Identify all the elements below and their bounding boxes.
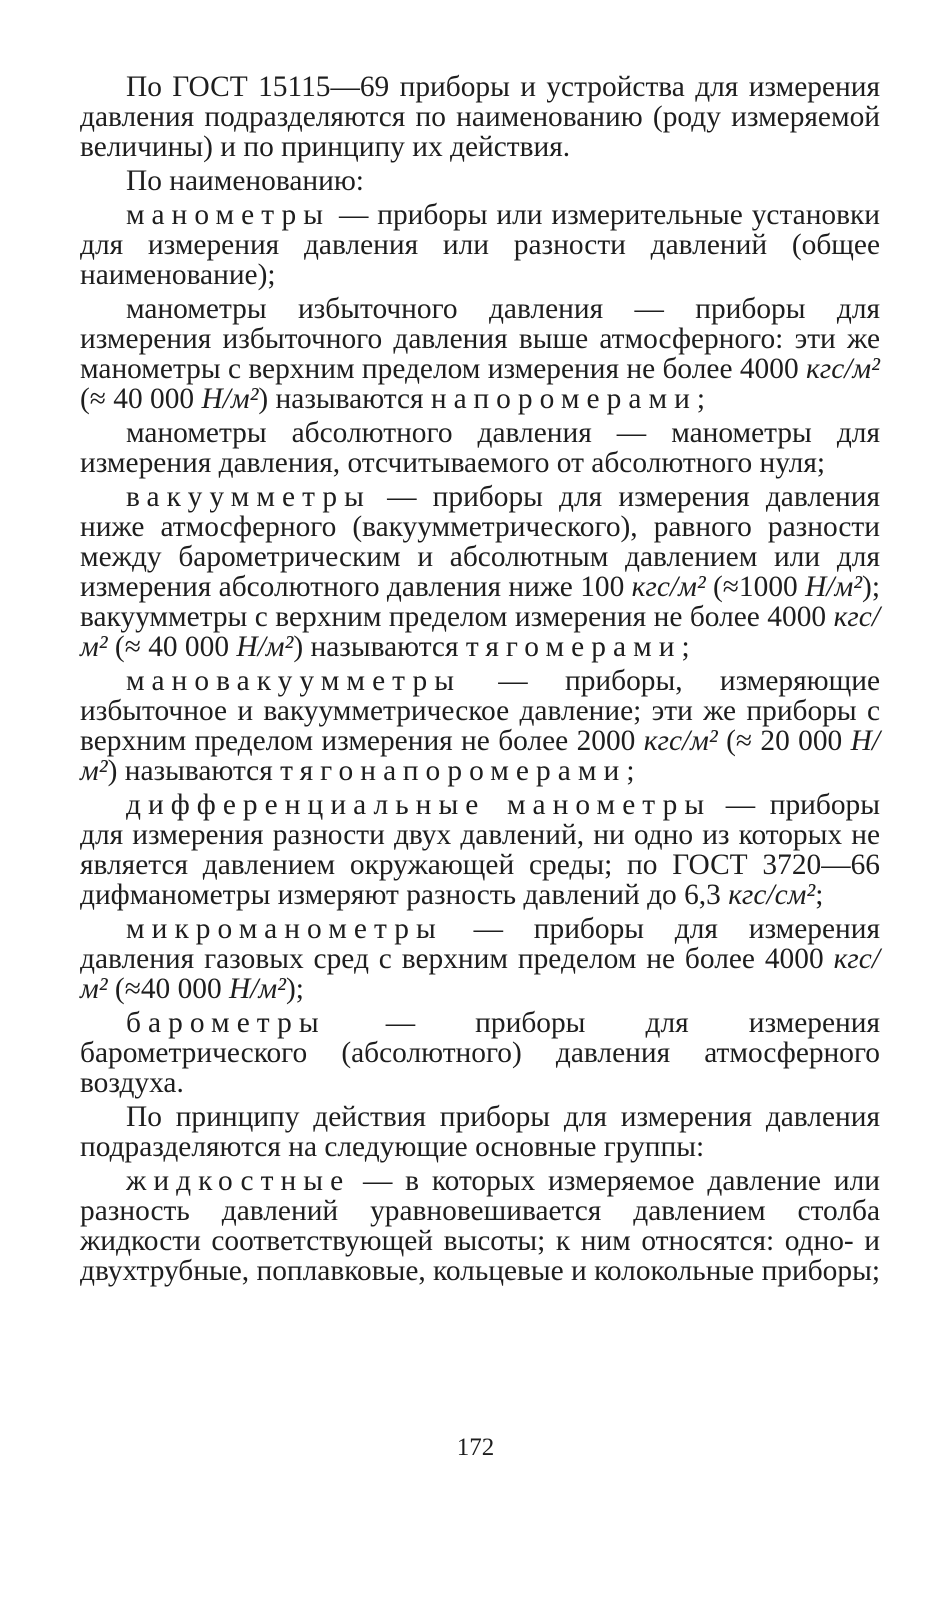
text-run: По ГОСТ 15115—69 приборы и устройства для измерения давления подразделяются по наименованию (роду измеряемой величины) и по принципу их действия. [80, 71, 880, 163]
paragraph-micromanometers [80, 914, 880, 1004]
unit: Н/м² [201, 383, 259, 415]
paragraph-vacuum [80, 482, 880, 662]
text-run: ; [815, 879, 824, 911]
text-run: ; [681, 631, 690, 663]
unit: кгс/м² [643, 725, 718, 757]
text-run: ) называются [293, 631, 466, 663]
term: манометры [126, 199, 331, 231]
unit: Н/м² [236, 631, 294, 663]
unit: Н/м² [805, 571, 863, 603]
paragraph-absolute-pressure [80, 418, 880, 478]
text-run: (≈ 40 000 [107, 631, 237, 663]
text-run: — в которых измеряемое давление или разность давлений уравновешивается давлением столба жидкости соответствующей высоты; к ним относятся: одно- и двухтрубные, поплавковые, кольцевые и колокольные приборы; [80, 1165, 880, 1287]
term: микроманометры [126, 913, 443, 945]
text-run: манометры абсолютного давления — манометры для измерения давления, отсчитываемого от абсолютного нуля; [80, 417, 880, 479]
paragraph-liquid [80, 1166, 880, 1286]
unit: кгс/м² [80, 943, 880, 1005]
body-text [80, 72, 880, 1290]
text-run: По принципу действия приборы для измерения давления подразделяются на следующие основные группы: [80, 1101, 880, 1163]
text-run: — приборы, измеряющие избыточное и вакуумметрическое давление; эти же приборы с верхним пределом измерения не более 2000 [80, 665, 880, 757]
text-run: — приборы для измерения давления газовых сред с верхним пределом не более 4000 [80, 913, 880, 975]
text-run: ; [696, 383, 706, 415]
paragraph-by-name [80, 166, 880, 196]
text-run: (≈1000 [705, 571, 806, 603]
unit: Н/м² [229, 973, 286, 1005]
unit: кгс/м² [80, 601, 880, 663]
term: тягонапоромерами [280, 755, 627, 787]
text-run: ) называются [107, 755, 281, 787]
paragraph-differential [80, 790, 880, 910]
text-run: (≈40 000 [107, 973, 230, 1005]
term: напоромерами [430, 383, 697, 415]
unit: кгс/м² [806, 353, 880, 385]
paragraph-intro [80, 72, 880, 162]
term: барометры [126, 1007, 326, 1039]
term: вакуумметры [126, 481, 371, 513]
paragraph-manovacuum [80, 666, 880, 786]
term: мановакуумметры [126, 665, 461, 697]
paragraph-manometers [80, 200, 880, 290]
term: жидкостные [126, 1165, 351, 1197]
unit: Н/м² [80, 725, 880, 787]
text-run: — приборы или измерительные установки для измерения давления или разности давлений (общее наименование); [80, 199, 880, 291]
paragraph-gauge-pressure [80, 294, 880, 414]
term: тягомерами [465, 631, 682, 663]
paragraph-barometers [80, 1008, 880, 1098]
text-run: ); вакуумметры с верхним пределом измерения не более 4000 [80, 571, 880, 633]
text-run: — приборы для измерения разности двух давлений, ни одно из которых не является давлением окружающей среды; по ГОСТ 3720—66 дифманометры измеряют разность давлений до 6,3 [80, 789, 880, 911]
term: дифференциальные манометры [126, 789, 712, 821]
text-run: (≈ 20 000 [717, 725, 851, 757]
text-run: манометры избыточного давления — приборы для измерения избыточного давления выше атмосферного: эти же манометры с верхним пределом измерения не более 4000 [80, 293, 880, 385]
text-run: ; [626, 755, 635, 787]
text-run: ); [285, 973, 304, 1005]
text-run: — приборы для измерения давления ниже атмосферного (вакуумметрического), равного разности между барометрическим и абсолютным давлением или для измерения абсолютного давления ниже 100 [80, 481, 880, 603]
text-run: По наименованию: [126, 165, 364, 197]
unit: кгс/см² [728, 879, 816, 911]
paragraph-by-principle [80, 1102, 880, 1162]
text-run: ) называются [258, 383, 431, 415]
unit: кгс/м² [631, 571, 706, 603]
text-run: (≈ 40 000 [80, 383, 202, 415]
text-run: — приборы для измерения барометрического (абсолютного) давления атмосферного воздуха. [80, 1007, 880, 1099]
page-number: 172 [456, 1434, 495, 1461]
